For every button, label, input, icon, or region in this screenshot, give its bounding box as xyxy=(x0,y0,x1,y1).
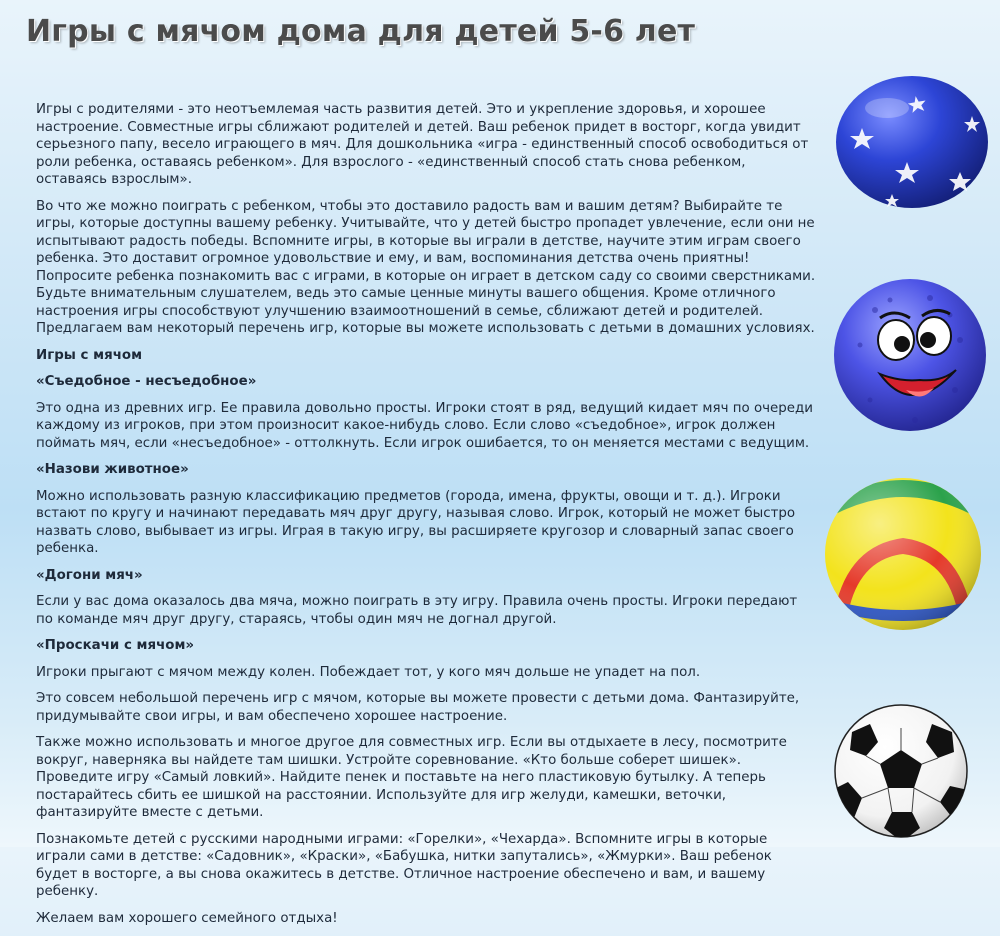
suggestion-paragraph: Во что же можно поиграть с ребенком, чтобы это доставило радость вам и вашим детям? Выбирайте те игры, которые доступны вашему ребенку. Учитывайте, что у детей быстро пропадет увлечение, если они не испытывают радость победы. Вспомните игры, в которые вы играли в детстве, научите этим играм своего ребенка. Это доставит огромное удовольствие и ему, и вам, воспоминания детства очень приятны! Попросите ребенка познакомить вас с играми, в которые он играет в детском саду со своими сверстниками. Будьте внимательным слушателем, ведь это самые ценные минуты вашего общения. Кроме отличного настроения игры способствуют улучшению взаимоотношений в семье, сближают детей и родителей. Предлагаем вам некоторый перечень игр, которые вы можете использовать с детьми в домашних условиях. xyxy=(36,198,816,336)
soccer-ball-image xyxy=(832,702,970,840)
game-title: «Догони мяч» xyxy=(36,567,143,583)
game-description: Это одна из древних игр. Ее правила довольно просты. Игроки стоят в ряд, ведущий кидает мяч по очереди каждому из игроков, при этом произносит какое-нибудь слово. Если слово «съедобное», игрок должен поймать мяч, если «несъедобное» - оттолкнуть. Если игрок ошибается, то он меняется местами с ведущим. xyxy=(36,400,813,451)
game-title: «Съедобное - несъедобное» xyxy=(36,374,257,389)
outdoor-games-paragraph: Также можно использовать и многое другое для совместных игр. Если вы отдыхаете в лесу, посмотрите вокруг, наверняка вы найдете там шишки. Устройте соревнование. «Кто больше соберет шишек». Проведите игру «Самый ловкий». Найдите пенек и поставьте на него пластиковую бутылку. А теперь постарайтесь сбить ее шишкой на расстоянии. Используйте для игр желуди, камешки, веточки, фантазируйте вместе с детьми. xyxy=(36,735,787,820)
section-heading: Игры с мячом xyxy=(36,347,143,363)
game-description: Можно использовать разную классификацию предметов (города, имена, фрукты, овощи и т. д.). Игроки встают по кругу и начинают передавать мяч друг другу, называя слово. Игрок, который не может быстро назвать слово, выбывает из игры. Играя в такую игру, вы расширяете кругозор и словарный запас своего ребенка. xyxy=(36,488,796,556)
smiley-face-ball-image xyxy=(830,270,990,440)
summary-paragraph: Это совсем небольшой перечень игр с мячом, которые вы можете провести с детьми дома. Фантазируйте, придумывайте свои игры, и вам обеспечено хорошее настроение. xyxy=(36,691,800,724)
game-title: «Проскачи с мячом» xyxy=(36,638,195,653)
striped-ball-image xyxy=(822,476,984,632)
folk-games-paragraph: Познакомьте детей с русскими народными играми: «Горелки», «Чехарда». Вспомните игры в которые играли сами в детстве: «Садовник», «Краски», «Бабушка, нитки запутались», «Жмурки». Ваш ребенок будет в восторге, а вы снова окажитесь в детстве. Отличное настроение обеспечено и вам, и вашему ребенку. xyxy=(36,831,772,899)
page-title: Игры с мячом дома для детей 5-6 лет xyxy=(26,14,696,49)
blue-star-ball-image xyxy=(832,72,992,212)
article-body xyxy=(36,101,816,936)
closing-paragraph: Желаем вам хорошего семейного отдыха! xyxy=(36,910,338,926)
game-description: Игроки прыгают с мячом между колен. Побеждает тот, у кого мяч дольше не упадет на пол. xyxy=(36,664,701,680)
game-description: Если у вас дома оказалось два мяча, можно поиграть в эту игру. Правила очень просты. Игроки передают по команде мяч друг другу, стараясь, чтобы один мяч не догнал другой. xyxy=(36,594,798,627)
game-title: «Назови животное» xyxy=(36,462,189,477)
intro-paragraph: Игры с родителями - это неотъемлемая часть развития детей. Это и укрепление здоровья, и хорошее настроение. Совместные игры сближают родителей и детей. Ваш ребенок придет в восторг, когда увидит серьезного папу, весело играющего в мяч. Для дошкольника «игра - единственный способ освободиться от роли ребенка, оставаясь ребенком». Для взрослого - «единственный способ стать снова ребенком, оставаясь взрослым». xyxy=(36,102,809,187)
